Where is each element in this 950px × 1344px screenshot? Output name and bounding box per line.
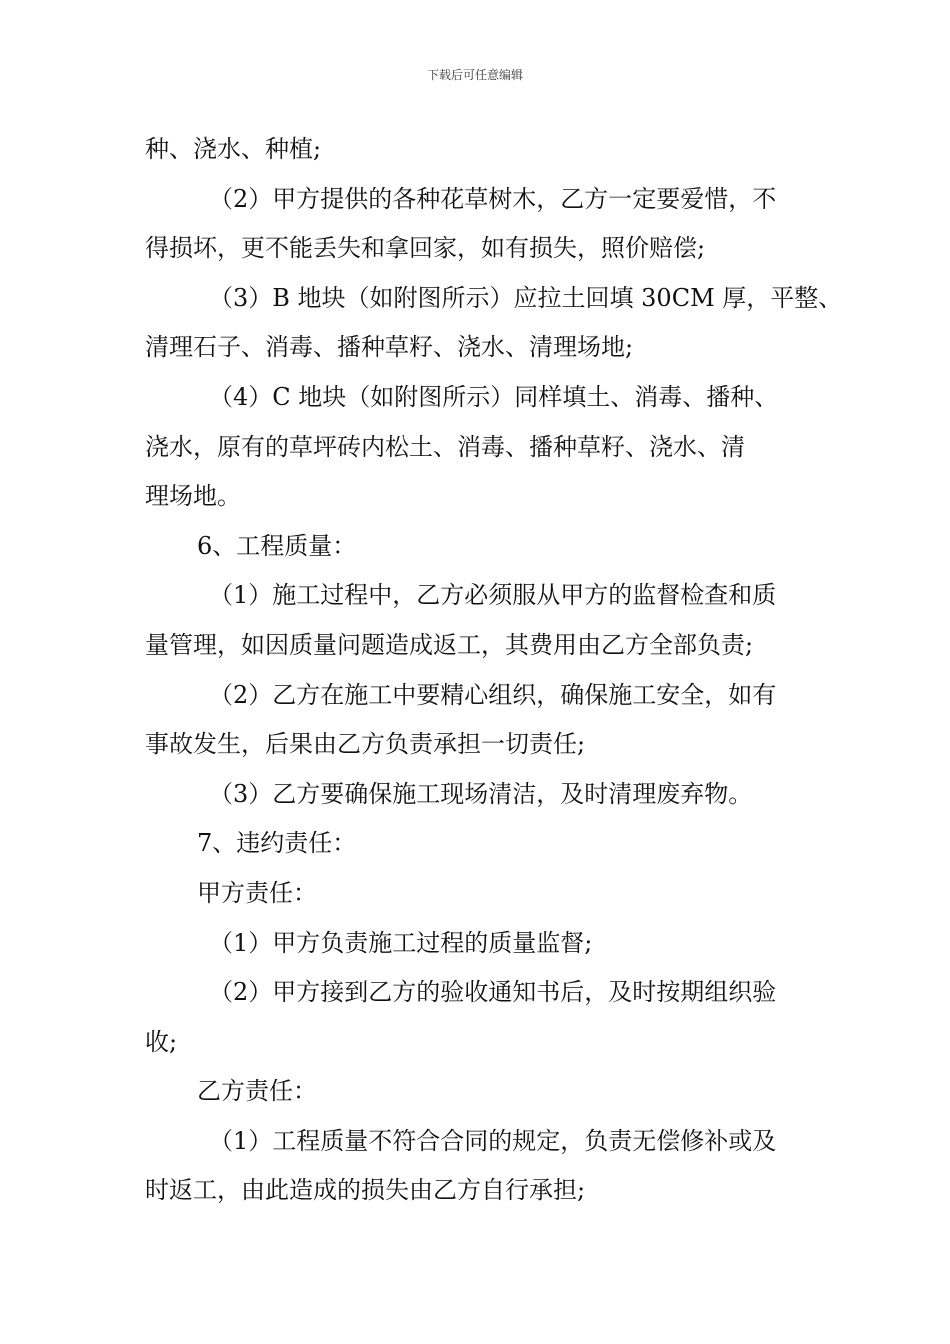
section-heading: 6、工程质量： <box>197 531 357 560</box>
section-heading: 7、违约责任： <box>197 829 357 858</box>
text-line: 理场地。 <box>145 482 241 511</box>
text-line: 清理石子、消毒、播种草籽、浇水、清理场地; <box>145 333 634 362</box>
text-line: 事故发生，后果由乙方负责承担一切责任; <box>145 730 586 759</box>
page-header-note: 下载后可任意编辑 <box>426 68 523 82</box>
text-line: （2）甲方接到乙方的验收通知书后，及时按期组织验 <box>209 978 777 1007</box>
text-line: （3）B 地块（如附图所示）应拉土回填 30CM 厚，平整、 <box>209 283 843 312</box>
text-line: 收; <box>145 1027 178 1056</box>
text-line: （1）施工过程中，乙方必须服从甲方的监督检查和质 <box>209 581 777 610</box>
text-line: （2）乙方在施工中要精心组织，确保施工安全，如有 <box>209 680 777 709</box>
text-line: 量管理，如因质量问题造成返工，其费用由乙方全部负责; <box>145 630 754 659</box>
subsection-heading: 甲方责任： <box>197 878 317 907</box>
subsection-heading: 乙方责任： <box>197 1077 317 1106</box>
document-body <box>145 125 843 1216</box>
text-line: （1）工程质量不符合合同的规定，负责无偿修补或及 <box>209 1126 777 1155</box>
text-line: 种、浇水、种植; <box>145 135 322 163</box>
text-line: 时返工，由此造成的损失由乙方自行承担; <box>145 1176 586 1205</box>
text-line: （4）C 地块（如附图所示）同样填土、消毒、播种、 <box>209 382 779 411</box>
text-line: （1）甲方负责施工过程的质量监督; <box>209 928 593 957</box>
text-line: 得损坏，更不能丢失和拿回家，如有损失，照价赔偿; <box>145 234 706 263</box>
text-line: （2）甲方提供的各种花草树木，乙方一定要爱惜，不 <box>209 184 777 213</box>
text-line: 浇水，原有的草坪砖内松土、消毒、播种草籽、浇水、清 <box>145 432 745 461</box>
text-line: （3）乙方要确保施工现场清洁，及时清理废弃物。 <box>209 779 753 808</box>
